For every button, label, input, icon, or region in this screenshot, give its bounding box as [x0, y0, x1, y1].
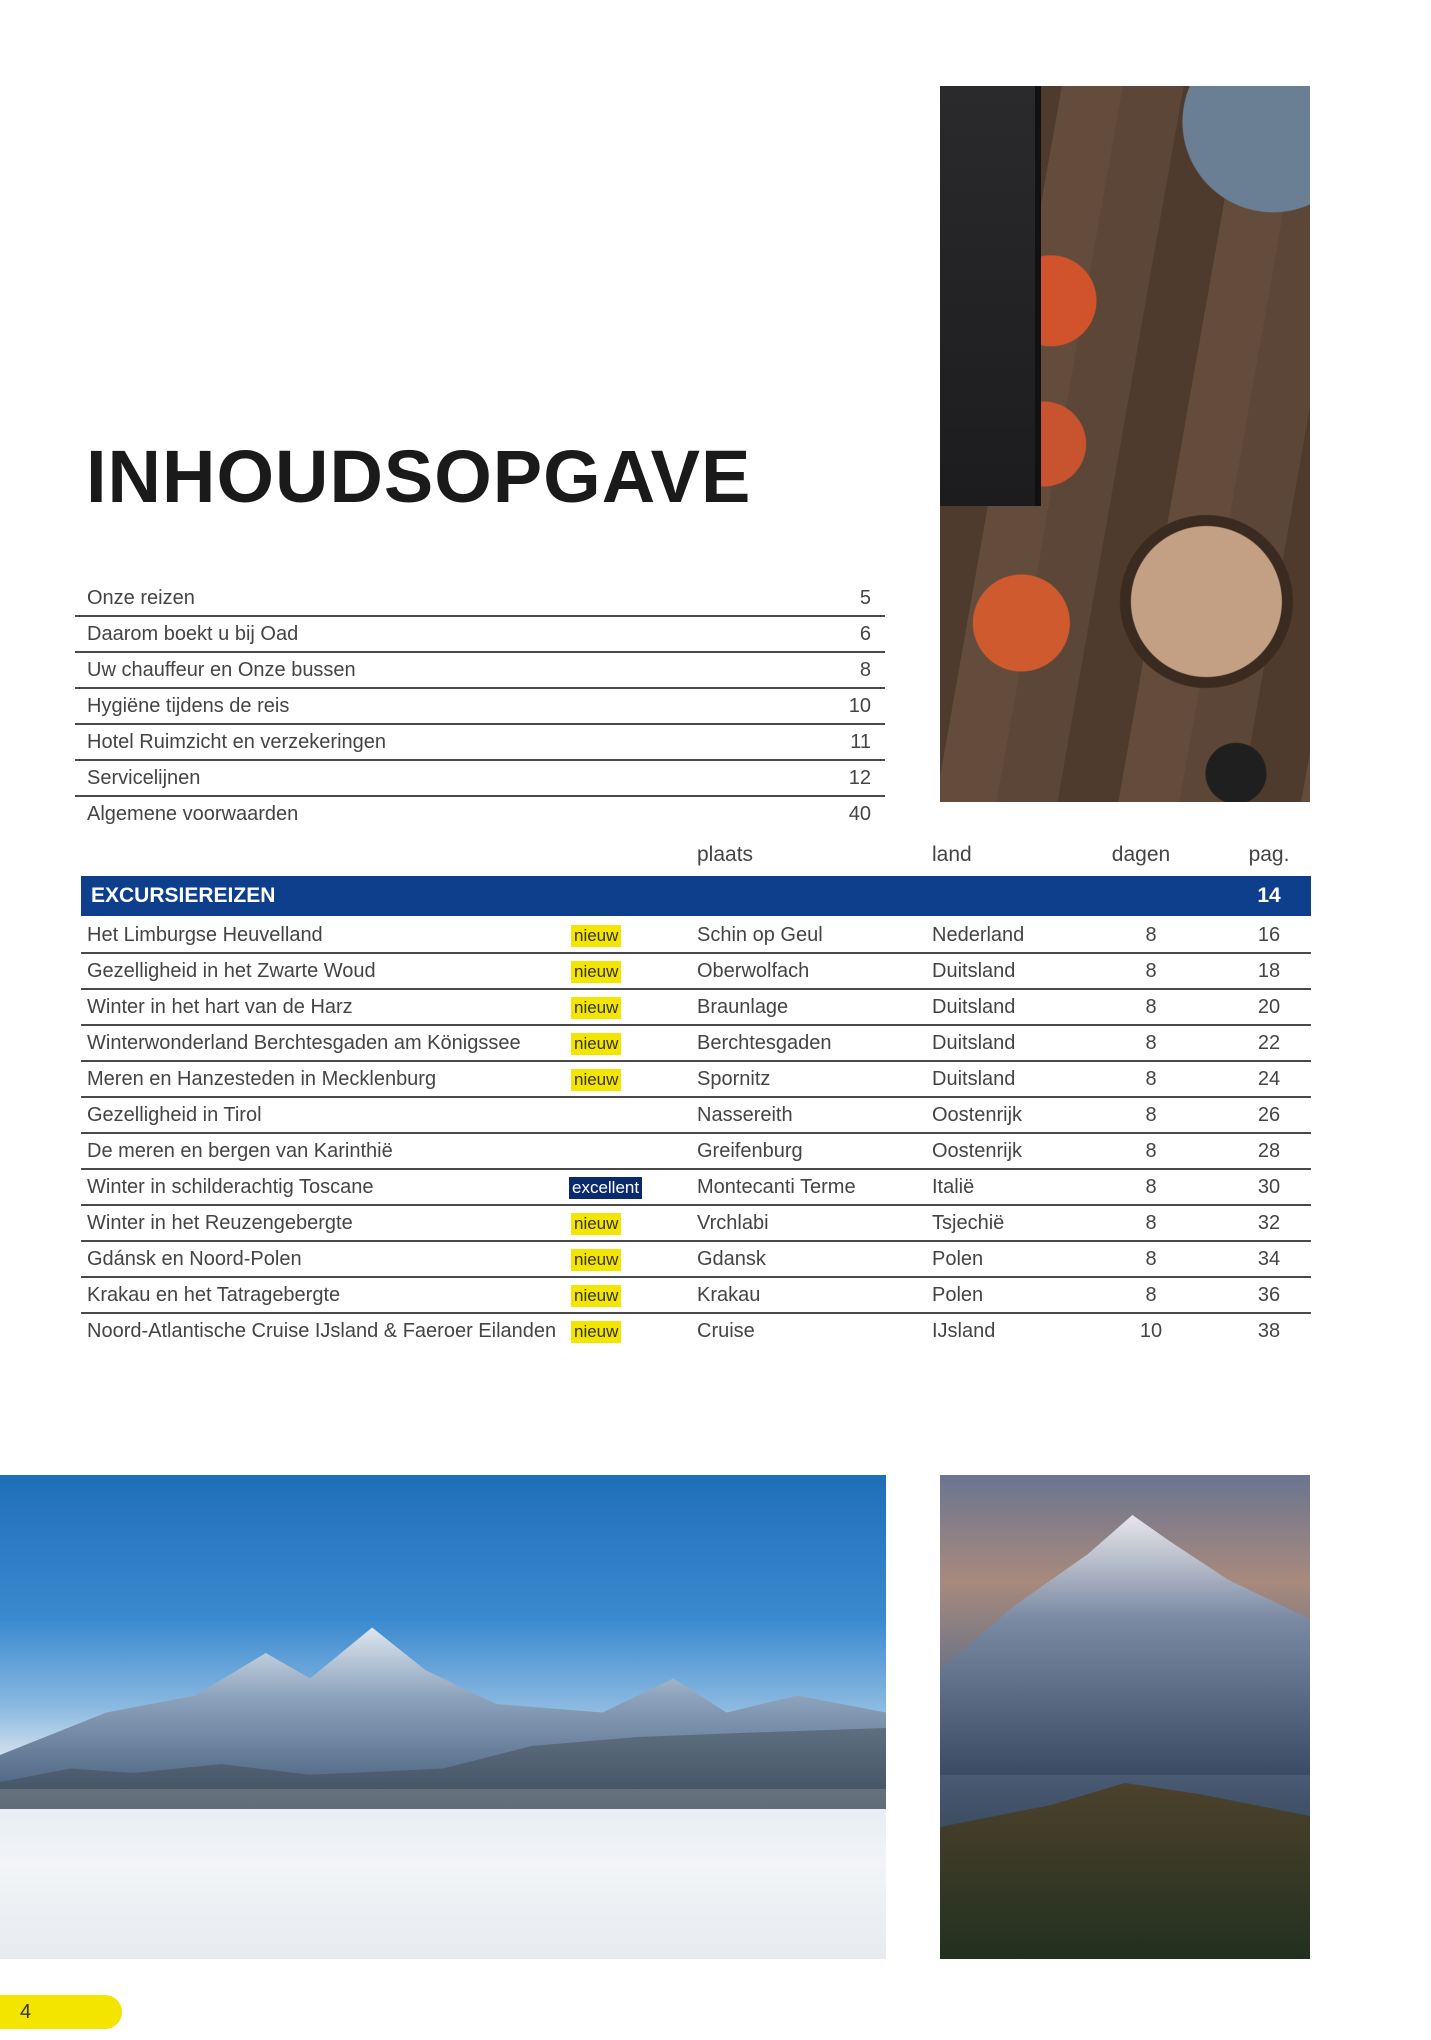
- page-number: 4: [20, 2001, 32, 2023]
- trip-plaats: Gdansk: [697, 1248, 766, 1270]
- column-header-dagen: dagen: [1111, 843, 1171, 866]
- trip-land: Duitsland: [932, 1032, 1016, 1054]
- badge-nieuw: nieuw: [571, 1033, 621, 1055]
- trip-pag: 28: [1257, 1140, 1281, 1162]
- summary-page: 12: [848, 767, 871, 789]
- trip-dagen: 8: [1145, 1248, 1157, 1270]
- badge-nieuw: nieuw: [571, 961, 621, 983]
- trip-dagen: 8: [1145, 924, 1157, 946]
- trip-land: Tsjechië: [932, 1212, 1005, 1234]
- table-row[interactable]: [81, 1278, 1311, 1314]
- badge-nieuw: nieuw: [571, 1249, 621, 1271]
- trip-pag: 34: [1257, 1248, 1281, 1270]
- summary-row[interactable]: [75, 653, 885, 689]
- trip-name: Winter in het hart van de Harz: [87, 996, 353, 1018]
- table-row[interactable]: [81, 918, 1311, 954]
- trip-name: De meren en bergen van Karinthië: [87, 1140, 393, 1162]
- trips-table: [81, 918, 1311, 1348]
- trip-pag: 30: [1257, 1176, 1281, 1198]
- trip-plaats: Nassereith: [697, 1104, 793, 1126]
- summary-row[interactable]: [75, 725, 885, 761]
- summary-label: Servicelijnen: [87, 767, 201, 789]
- summary-list: [75, 581, 885, 831]
- summary-page: 10: [848, 695, 871, 717]
- trip-plaats: Cruise: [697, 1320, 755, 1342]
- summary-label: Onze reizen: [87, 587, 195, 609]
- trip-name: Meren en Hanzesteden in Mecklenburg: [87, 1068, 437, 1090]
- section-page: 14: [1257, 884, 1281, 907]
- summary-page: 40: [848, 803, 871, 825]
- summary-row[interactable]: [75, 689, 885, 725]
- tuscany-mountain-photo: [940, 1475, 1310, 1959]
- trip-land: Oostenrijk: [932, 1140, 1023, 1162]
- section-bar-excursiereizen[interactable]: [81, 876, 1311, 916]
- snowy-mountain-photo: [0, 1475, 886, 1959]
- trip-dagen: 8: [1145, 996, 1157, 1018]
- table-row[interactable]: [81, 1242, 1311, 1278]
- trip-pag: 38: [1257, 1320, 1281, 1342]
- trip-land: Italië: [932, 1176, 975, 1198]
- summary-page: 8: [859, 659, 871, 681]
- summary-label: Hotel Ruimzicht en verzekeringen: [87, 731, 387, 753]
- trip-dagen: 8: [1145, 1140, 1157, 1162]
- table-row[interactable]: [81, 1098, 1311, 1134]
- summary-row[interactable]: [75, 797, 885, 831]
- trip-plaats: Schin op Geul: [697, 924, 823, 946]
- trip-land: Duitsland: [932, 960, 1016, 982]
- trip-dagen: 8: [1145, 1212, 1157, 1234]
- summary-label: Uw chauffeur en Onze bussen: [87, 659, 356, 681]
- summary-row[interactable]: [75, 617, 885, 653]
- trip-land: Duitsland: [932, 996, 1016, 1018]
- trip-dagen: 8: [1145, 1032, 1157, 1054]
- trip-name: Noord-Atlantische Cruise IJsland & Faeroer Eilanden: [87, 1320, 557, 1342]
- summary-row[interactable]: [75, 761, 885, 797]
- summary-label: Algemene voorwaarden: [87, 803, 299, 825]
- trip-plaats: Berchtesgaden: [697, 1032, 832, 1054]
- table-row[interactable]: [81, 1170, 1311, 1206]
- trip-pag: 26: [1257, 1104, 1281, 1126]
- trip-dagen: 8: [1145, 1284, 1157, 1306]
- summary-label: Daarom boekt u bij Oad: [87, 623, 299, 645]
- trip-dagen: 10: [1139, 1320, 1163, 1342]
- trip-plaats: Oberwolfach: [697, 960, 810, 982]
- summary-label: Hygiëne tijdens de reis: [87, 695, 290, 717]
- trip-name: Het Limburgse Heuvelland: [87, 924, 323, 946]
- trip-pag: 32: [1257, 1212, 1281, 1234]
- trip-plaats: Greifenburg: [697, 1140, 803, 1162]
- trip-name: Winterwonderland Berchtesgaden am Königssee: [87, 1032, 521, 1054]
- table-row[interactable]: [81, 990, 1311, 1026]
- trip-name: Gezelligheid in het Zwarte Woud: [87, 960, 376, 982]
- trip-dagen: 8: [1145, 1104, 1157, 1126]
- badge-nieuw: nieuw: [571, 925, 621, 947]
- trip-land: Polen: [932, 1284, 984, 1306]
- trip-land: Polen: [932, 1248, 984, 1270]
- trip-land: Nederland: [932, 924, 1025, 946]
- column-header-plaats: plaats: [697, 843, 754, 866]
- table-row[interactable]: [81, 1206, 1311, 1242]
- trip-pag: 20: [1257, 996, 1281, 1018]
- trip-land: Duitsland: [932, 1068, 1016, 1090]
- trip-plaats: Spornitz: [697, 1068, 771, 1090]
- summary-page: 6: [859, 623, 871, 645]
- trip-name: Gdánsk en Noord-Polen: [87, 1248, 302, 1270]
- badge-excellent: excellent: [569, 1177, 642, 1199]
- badge-nieuw: nieuw: [571, 1069, 621, 1091]
- table-row[interactable]: [81, 1026, 1311, 1062]
- trip-plaats: Vrchlabi: [697, 1212, 769, 1234]
- table-row[interactable]: [81, 1314, 1311, 1348]
- column-header-pag: pag.: [1248, 843, 1290, 866]
- page-number-tab: [0, 1995, 122, 2029]
- badge-nieuw: nieuw: [571, 1285, 621, 1307]
- trip-dagen: 8: [1145, 1176, 1157, 1198]
- section-label: EXCURSIEREIZEN: [91, 884, 276, 907]
- trip-pag: 18: [1257, 960, 1281, 982]
- badge-nieuw: nieuw: [571, 1321, 621, 1343]
- summary-row[interactable]: [75, 581, 885, 617]
- trip-name: Krakau en het Tatragebergte: [87, 1284, 341, 1306]
- trip-plaats: Krakau: [697, 1284, 761, 1306]
- trip-pag: 24: [1257, 1068, 1281, 1090]
- badge-nieuw: nieuw: [571, 1213, 621, 1235]
- trip-dagen: 8: [1145, 1068, 1157, 1090]
- table-row[interactable]: [81, 1134, 1311, 1170]
- trip-land: Oostenrijk: [932, 1104, 1023, 1126]
- trip-name: Gezelligheid in Tirol: [87, 1104, 262, 1126]
- trip-name: Winter in het Reuzengebergte: [87, 1212, 353, 1234]
- badge-nieuw: nieuw: [571, 997, 621, 1019]
- trip-plaats: Montecanti Terme: [697, 1176, 856, 1198]
- trip-land: IJsland: [932, 1320, 996, 1342]
- trip-name: Winter in schilderachtig Toscane: [87, 1176, 374, 1198]
- trip-pag: 16: [1257, 924, 1281, 946]
- trip-pag: 36: [1257, 1284, 1281, 1306]
- page-title: INHOUDSOPGAVE: [86, 435, 752, 518]
- table-row[interactable]: [81, 954, 1311, 990]
- summary-page: 11: [850, 731, 871, 753]
- column-header-land: land: [932, 843, 972, 866]
- christmas-table-photo: [940, 86, 1310, 802]
- table-row[interactable]: [81, 1062, 1311, 1098]
- trip-pag: 22: [1257, 1032, 1281, 1054]
- summary-page: 5: [859, 587, 871, 609]
- trip-plaats: Braunlage: [697, 996, 789, 1018]
- trip-dagen: 8: [1145, 960, 1157, 982]
